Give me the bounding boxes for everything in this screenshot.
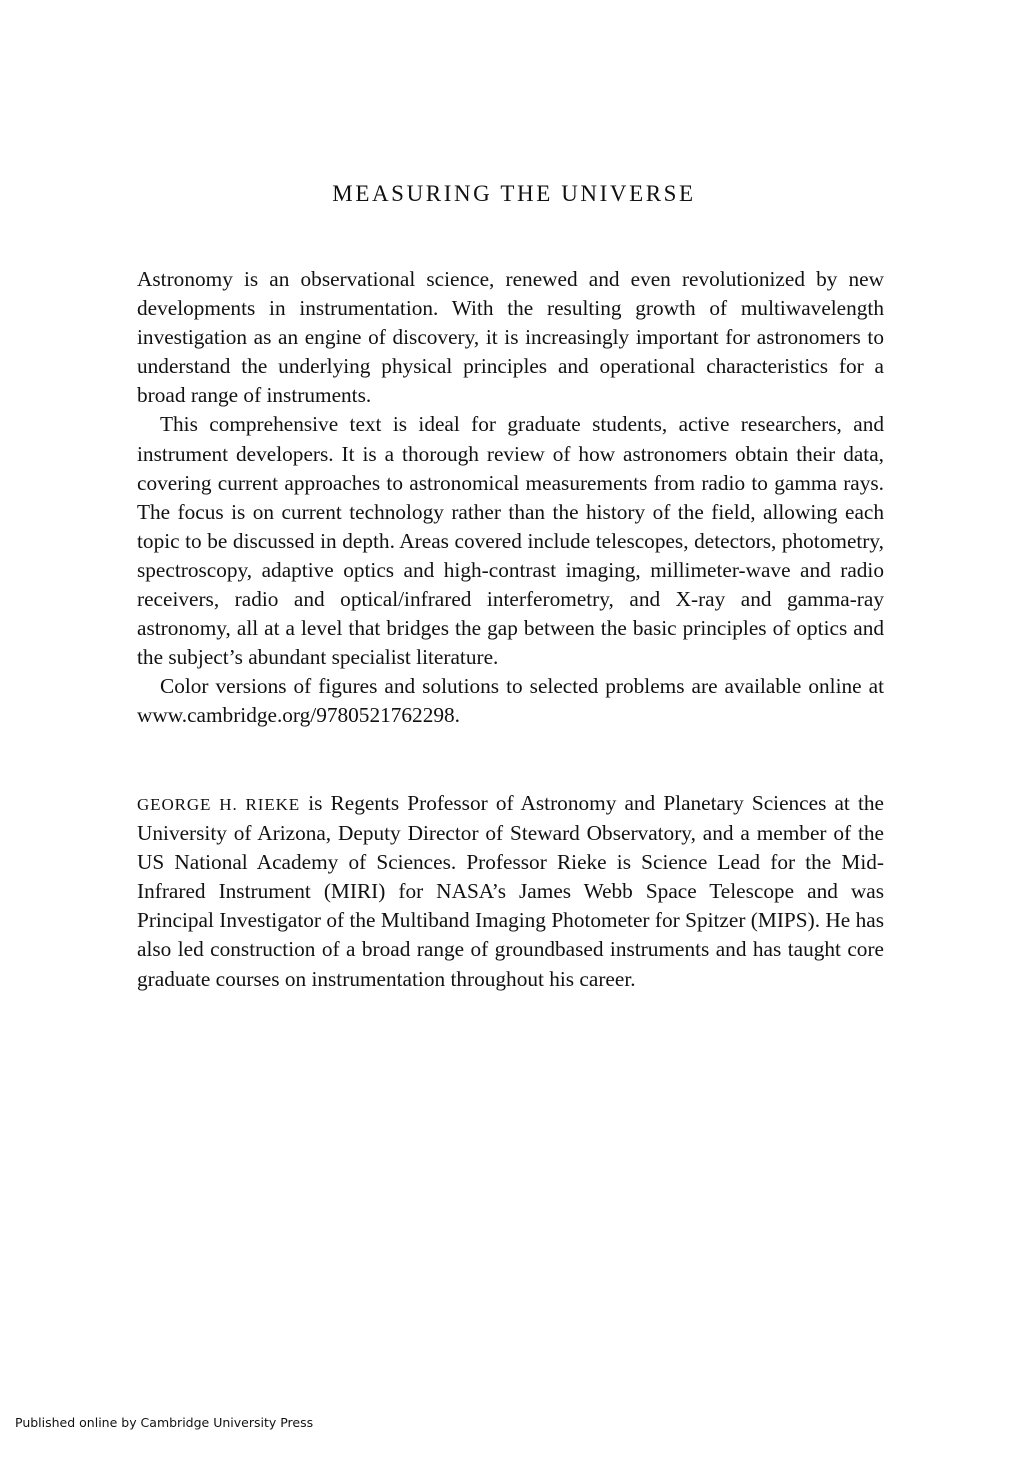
author-biography xyxy=(137,789,884,994)
book-title: MEASURING THE UNIVERSE xyxy=(332,181,696,206)
description-paragraph-1: Astronomy is an observational science, renewed and even revolutionized by new developments in instrumentation. With the resulting growth of multiwavelength investigation as an engine of discovery, it is increasingly important for astronomers to understand the underlying physical principles and operational characteristics for a broad range of instruments. xyxy=(137,267,884,408)
publisher-footer: Published online by Cambridge University Press xyxy=(15,1415,314,1430)
description-paragraph-3: Color versions of figures and solutions to selected problems are available online at www.cambridge.org/9780521762298. xyxy=(137,674,884,728)
author-name: GEORGE H. RIEKE xyxy=(137,795,301,814)
author-bio-paragraph xyxy=(137,789,884,994)
description-paragraph-2: This comprehensive text is ideal for graduate students, active researchers, and instrument developers. It is a thorough review of how astronomers obtain their data, covering current approaches to astronomical measurements from radio to gamma rays. The focus is on current technology rather than the history of the field, allowing each topic to be discussed in depth. Areas covered include telescopes, detectors, photometry, spectroscopy, adaptive optics and high-contrast imaging, millimeter-wave and radio receivers, radio and optical/infrared interferometry, and X-ray and gamma-ray astronomy, all at a level that bridges the gap between the basic principles of optics and the subject’s abundant specialist literature. xyxy=(137,412,884,670)
author-bio-text: is Regents Professor of Astronomy and Planetary Sciences at the University of Arizona, Deputy Director of Steward Observatory, and a member of the US National Academy of Sciences. Professor Rieke is Science Lead for the Mid-Infrared Instrument (MIRI) for NASA’s James Webb Space Telescope and was Principal Investigator of the Multiband Imaging Photometer for Spitzer (MIPS). He has also led construction of a broad range of groundbased instruments and has taught core graduate courses on instrumentation throughout his career. xyxy=(137,791,884,991)
book-description xyxy=(137,265,884,731)
